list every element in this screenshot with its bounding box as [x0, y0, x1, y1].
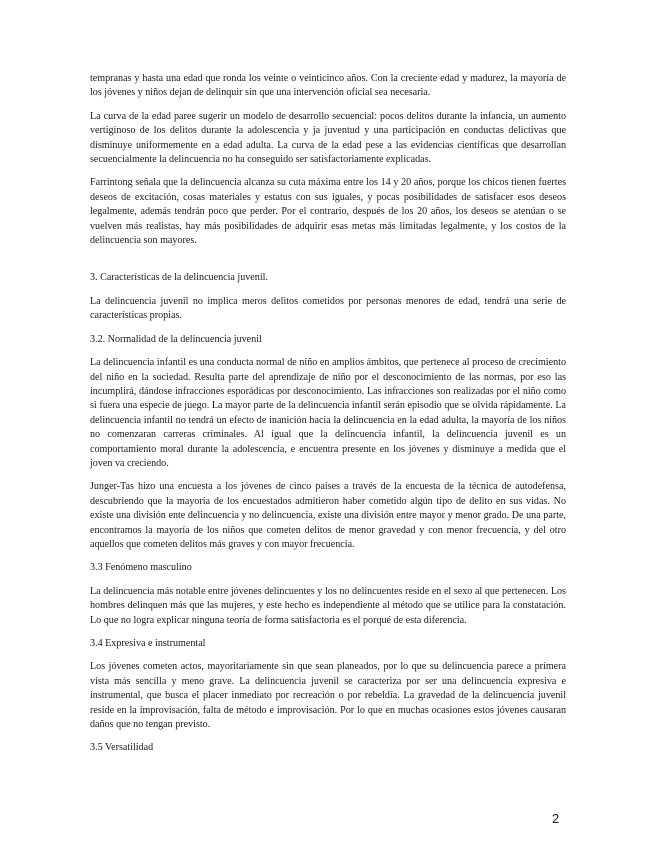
section-3-3-heading: 3.3 Fenómeno masculino — [90, 562, 192, 574]
section-3-3-paragraph: La delincuencia más notable entre jóvenes delincuentes y los no delincuentes reside en el sexo al que pertenecen. Los hombres delinquen más que las mujeres, y este hecho es independiente al método que se utilice para la constatación. Lo que no logra explicar ninguna teoría de forma satisfactoria es el porqué de esta diferencia. — [90, 585, 566, 626]
section-3-4-paragraph: Los jóvenes cometen actos, mayoritariamente sin que sean planeados, por lo que su delincuencia parece a primera vista más sencilla y meno grave. La delincuencia juvenil se caracteriza por ser una delincuencia expresiva e instrumental, que busca el placer inmediato por recreación o por rebeldía. La gravedad de la delincuencia juvenil reside en la improvisación, falta de método e improvisación. Por lo que en muchas ocasiones estos jóvenes causaran daños que no tengan previsto. — [90, 661, 566, 731]
section-3-heading: 3. Características de la delincuencia juvenil. — [90, 272, 268, 284]
section-3-5-heading: 3.5 Versatilidad — [90, 742, 154, 754]
page-body — [90, 72, 566, 765]
section-3-4-heading: 3.4 Expresiva e instrumental — [90, 638, 206, 649]
section-3-2-paragraph-2: Junger-Tas hizo una encuesta a los jóvenes de cinco países a través de la encuesta de la técnica de autodefensa, descubriendo que la mayoría de los encuestados admitieron haber cometido algún tipo de delito en sus vidas. No existe una división ente delincuencia y no delincuencia, existe una división entre mayor y menor grado. De una parte, encontramos la mayoría de los niños que cometen delitos de menor gravedad y con menor frecuencia, y del otro aquellos que cometen delitos más graves y con mayor frecuencia. — [90, 481, 566, 550]
section-3-2-paragraph-1: La delincuencia infantil es una conducta normal de niño en amplios ámbitos, que pertenece al proceso de crecimiento del niño en la sociedad. Resulta parte del aprendizaje de niño por el desconocimiento de las normas, por eso las incumplirá, dándose infracciones esporádicas por desconocimiento. Las infracciones son realizadas por el niño como si fuera una especie de juego. La mayor parte de la delincuencia infantil serán episodio que se olvida rápidamente. La delincuencia infantil no tendrá un efecto de inanición hacia la delincuencia en la edad adulta, la mayoría de los niños no comenzaran carreras criminales. Al igual que la delincuencia infantil, la delincuencia juvenil es un comportamiento moral durante la adolescencia, e encuentra presente en los jóvenes y disminuye a medida que el joven va creciendo. — [90, 357, 566, 469]
section-3-2-heading: 3.2. Normalidad de la delincuencia juvenil — [90, 333, 262, 345]
page-number: 2 — [552, 811, 560, 826]
section-3-paragraph: La delincuencia juvenil no implica meros delitos cometidos por personas menores de edad, tendrá una serie de características propias. — [90, 295, 566, 322]
intro-paragraph-1: tempranas y hasta una edad que ronda los veinte o veinticinco años. Con la creciente edad y madurez, la mayoría de los jóvenes y niños dejan de delinquir sin que una intervención oficial sea necesaria. — [90, 73, 566, 99]
intro-paragraph-2: La curva de la edad paree sugerir un modelo de desarrollo secuencial: pocos delitos durante la infancia, un aumento vertiginoso de los delitos durante la adolescencia y ja juventud y una participación en conductas delictivas que disminuye uniformemente en a edad adulta. La curva de la edad pese a las evidencias científicas que desarrollan secuencialmente la delincuencia no ha conseguido ser satisfactoriamente explicadas. — [90, 110, 566, 166]
section-spacer — [90, 257, 566, 271]
intro-paragraph-3: Farrintong señala que la delincuencia alcanza su cuta máxima entre los 14 y 20 años, porque los chicos tienen fuertes deseos de excitación, cosas materiales y estatus con sus iguales, y pocas posibilidades de satisfacer esos deseos legalmente, además tendrán poco que perder. Por el contrario, después de los 20 años, los deseos se atenúan o se vuelven más realistas, hay más posibilidades de adquirir esas metas más limitadas legalmente, y los costos de la delincuencia son mayores. — [90, 177, 566, 247]
